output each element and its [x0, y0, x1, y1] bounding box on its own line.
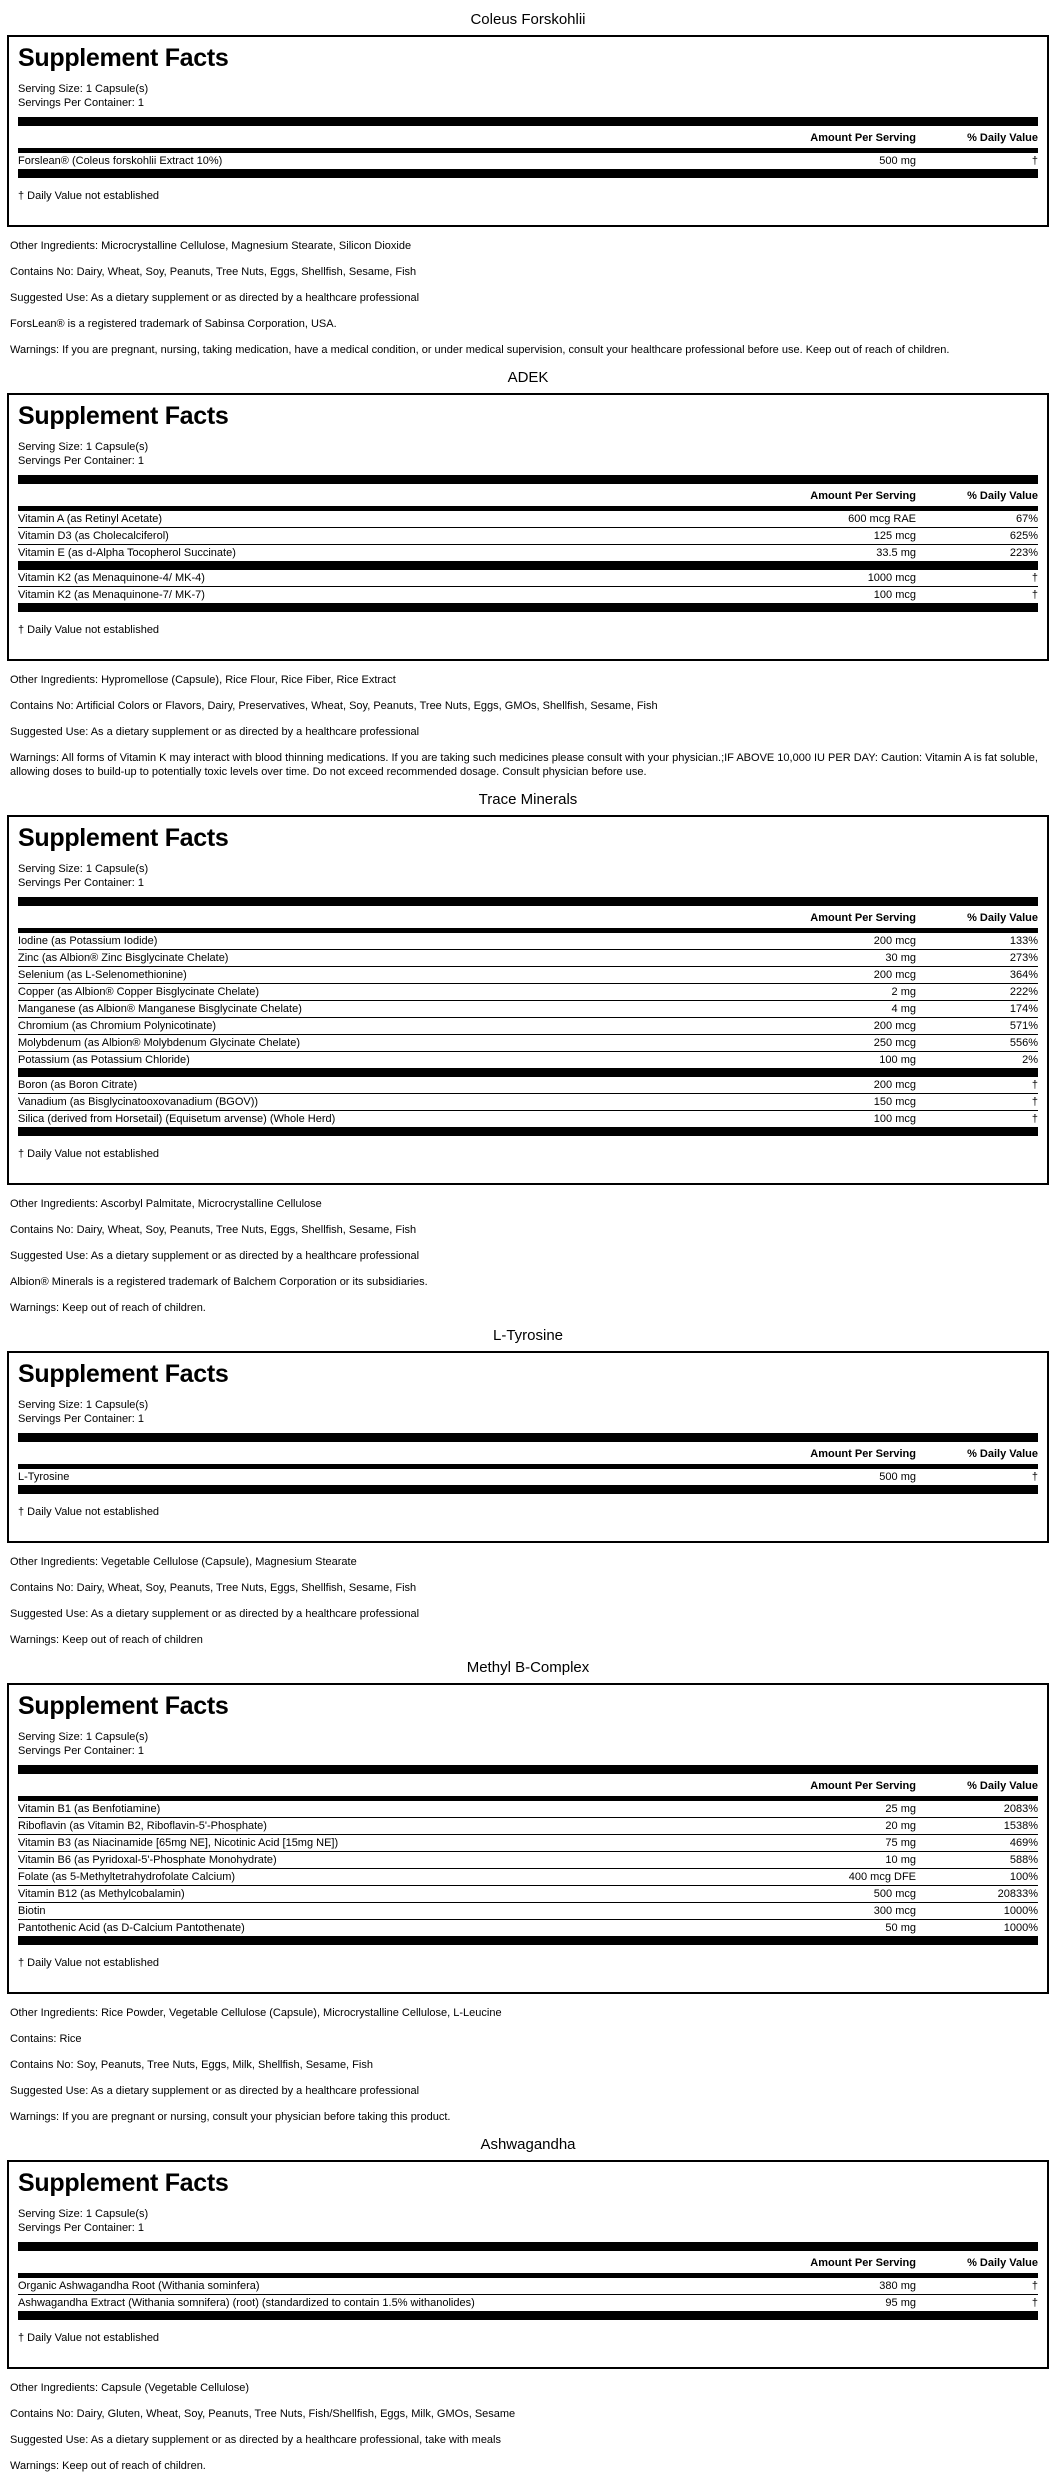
servings-per-container: Servings Per Container: 1 — [18, 1745, 144, 1757]
ingredient-name: Vitamin A (as Retinyl Acetate) — [18, 513, 163, 525]
notes — [10, 2381, 1046, 2473]
ingredient-name: Vitamin D3 (as Cholecalciferol) — [18, 530, 169, 542]
ingredient-amount: 380 mg — [879, 2280, 916, 2292]
ingredient-amount: 500 mg — [879, 1471, 916, 1483]
ingredient-row — [18, 1818, 1038, 1835]
thick-divider-bar — [18, 1485, 1038, 1494]
percent-daily-value-header: % Daily Value — [967, 132, 1038, 144]
product-title: Methyl B-Complex — [466, 1659, 590, 1676]
servings-per-container: Servings Per Container: 1 — [18, 455, 144, 467]
ingredient-name: Vanadium (as Bisglycinatooxovanadium (BGOV)) — [18, 1096, 259, 1108]
notes — [10, 1197, 1046, 1315]
ingredient-groups — [18, 1469, 1038, 1485]
note-line: Contains No: Dairy, Wheat, Soy, Peanuts, Tree Nuts, Eggs, Shellfish, Sesame, Fish — [10, 1582, 417, 1594]
ingredient-amount: 2 mg — [891, 986, 916, 998]
thick-divider-bar — [18, 1127, 1038, 1136]
ingredient-amount: 100 mcg — [873, 1113, 916, 1125]
supplement-facts-heading: Supplement Facts — [18, 1692, 229, 1720]
serving-size: Serving Size: 1 Capsule(s) — [18, 1731, 149, 1743]
ingredient-daily-value: 133% — [1009, 935, 1038, 947]
ingredient-name: Manganese (as Albion® Manganese Bisglycinate Chelate) — [18, 1003, 302, 1015]
ingredient-row — [18, 1903, 1038, 1920]
supplement-facts-panel — [7, 35, 1049, 227]
ingredient-name: Ashwagandha Extract (Withania somnifera) (root) (standardized to contain 1.5% withanolides) — [18, 2297, 475, 2309]
ingredient-name: L-Tyrosine — [18, 1471, 70, 1483]
ingredient-daily-value: † — [1031, 572, 1038, 584]
ingredient-group — [18, 2278, 1038, 2311]
ingredient-groups — [18, 511, 1038, 603]
ingredient-name: Vitamin K2 (as Menaquinone-7/ MK-7) — [18, 589, 205, 601]
ingredient-row — [18, 933, 1038, 950]
ingredient-group — [18, 153, 1038, 169]
ingredient-amount: 50 mg — [885, 1922, 916, 1934]
ingredient-row — [18, 511, 1038, 528]
ingredient-daily-value: 100% — [1009, 1871, 1038, 1883]
column-header-row — [18, 1442, 1038, 1464]
note-line: Warnings: Keep out of reach of children. — [10, 2460, 206, 2472]
ingredient-daily-value: 625% — [1009, 530, 1038, 542]
amount-per-serving-header: Amount Per Serving — [810, 912, 916, 924]
note-line: Contains No: Dairy, Wheat, Soy, Peanuts, Tree Nuts, Eggs, Shellfish, Sesame, Fish — [10, 1224, 417, 1236]
ingredient-groups — [18, 2278, 1038, 2311]
ingredient-group — [18, 1469, 1038, 1485]
ingredient-daily-value: 273% — [1009, 952, 1038, 964]
thick-divider-bar — [18, 603, 1038, 612]
percent-daily-value-header: % Daily Value — [967, 1780, 1038, 1792]
ingredient-name: Vitamin B1 (as Benfotiamine) — [18, 1803, 161, 1815]
serving-size: Serving Size: 1 Capsule(s) — [18, 2208, 149, 2220]
ingredient-daily-value: 174% — [1009, 1003, 1038, 1015]
note-line: Other Ingredients: Capsule (Vegetable Cellulose) — [10, 2382, 250, 2394]
ingredient-daily-value: † — [1031, 2297, 1038, 2309]
supplement-facts-heading: Supplement Facts — [18, 402, 229, 430]
ingredient-amount: 500 mg — [879, 155, 916, 167]
daily-value-footnote: † Daily Value not established — [18, 1506, 160, 1518]
ingredient-daily-value: † — [1031, 155, 1038, 167]
percent-daily-value-header: % Daily Value — [967, 912, 1038, 924]
ingredient-name: Vitamin B3 (as Niacinamide [65mg NE], Nicotinic Acid [15mg NE]) — [18, 1837, 339, 1849]
supplement-facts-heading: Supplement Facts — [18, 1360, 229, 1388]
thick-group-divider-bar — [18, 561, 1038, 570]
ingredient-amount: 75 mg — [885, 1837, 916, 1849]
product-title: ADEK — [507, 369, 549, 386]
thick-divider-bar — [18, 1433, 1038, 1442]
ingredient-amount: 4 mg — [891, 1003, 916, 1015]
ingredient-amount: 200 mcg — [873, 935, 916, 947]
ingredient-daily-value: 1000% — [1003, 1905, 1038, 1917]
note-line: Suggested Use: As a dietary supplement or as directed by a healthcare professional, take with meals — [10, 2434, 501, 2446]
note-line: Warnings: Keep out of reach of children — [10, 1634, 203, 1646]
ingredient-groups — [18, 153, 1038, 169]
ingredient-groups — [18, 1801, 1038, 1936]
ingredient-daily-value: 469% — [1009, 1837, 1038, 1849]
ingredient-daily-value: † — [1031, 2280, 1038, 2292]
notes — [10, 1555, 1046, 1647]
note-line: Suggested Use: As a dietary supplement or as directed by a healthcare professional — [10, 1250, 420, 1262]
ingredient-row — [18, 1111, 1038, 1127]
product-section — [0, 1659, 1056, 2124]
note-line: Warnings: If you are pregnant, nursing, taking medication, have a medical condition, or under medical supervision, consult your healthcare professional before use. Keep out of reach of children. — [10, 344, 950, 356]
thick-divider-bar — [18, 1936, 1038, 1945]
thick-divider-bar — [18, 1765, 1038, 1774]
ingredient-row — [18, 1001, 1038, 1018]
supplement-facts-panel — [7, 393, 1049, 661]
ingredient-name: Silica (derived from Horsetail) (Equisetum arvense) (Whole Herd) — [18, 1113, 336, 1125]
note-line: Contains No: Dairy, Gluten, Wheat, Soy, Peanuts, Tree Nuts, Fish/Shellfish, Eggs, Milk, GMOs, Sesame — [10, 2408, 516, 2420]
product-section — [0, 11, 1056, 357]
ingredient-row — [18, 1018, 1038, 1035]
daily-value-footnote: † Daily Value not established — [18, 1148, 160, 1160]
thick-divider-bar — [18, 2242, 1038, 2251]
note-line: Albion® Minerals is a registered trademark of Balchem Corporation or its subsidiaries. — [10, 1276, 428, 1288]
ingredient-daily-value: † — [1031, 1471, 1038, 1483]
ingredient-row — [18, 2278, 1038, 2295]
ingredient-group — [18, 511, 1038, 561]
serving-size: Serving Size: 1 Capsule(s) — [18, 1399, 149, 1411]
ingredient-amount: 20 mg — [885, 1820, 916, 1832]
ingredient-name: Boron (as Boron Citrate) — [18, 1079, 138, 1091]
ingredient-daily-value: 556% — [1009, 1037, 1038, 1049]
ingredient-group — [18, 1801, 1038, 1936]
ingredient-amount: 300 mcg — [873, 1905, 916, 1917]
ingredient-row — [18, 1886, 1038, 1903]
note-line: ForsLean® is a registered trademark of Sabinsa Corporation, USA. — [10, 318, 337, 330]
ingredient-row — [18, 1077, 1038, 1094]
note-line: Suggested Use: As a dietary supplement or as directed by a healthcare professional — [10, 726, 420, 738]
daily-value-footnote: † Daily Value not established — [18, 1957, 160, 1969]
ingredient-amount: 125 mcg — [873, 530, 916, 542]
ingredient-daily-value: 20833% — [997, 1888, 1038, 1900]
note-line: Other Ingredients: Hypromellose (Capsule), Rice Flour, Rice Fiber, Rice Extract — [10, 674, 396, 686]
ingredient-amount: 500 mcg — [873, 1888, 916, 1900]
ingredient-row — [18, 1835, 1038, 1852]
ingredient-daily-value: † — [1031, 1079, 1038, 1091]
servings-per-container: Servings Per Container: 1 — [18, 877, 144, 889]
thick-group-divider-bar — [18, 1068, 1038, 1077]
supplement-facts-panel — [7, 2160, 1049, 2369]
ingredient-row — [18, 984, 1038, 1001]
note-line: Warnings: Keep out of reach of children. — [10, 1302, 206, 1314]
ingredient-amount: 400 mcg DFE — [848, 1871, 916, 1883]
thick-divider-bar — [18, 2311, 1038, 2320]
ingredient-daily-value: 67% — [1015, 513, 1038, 525]
column-header-row — [18, 1774, 1038, 1796]
column-header-row — [18, 484, 1038, 506]
ingredient-name: Iodine (as Potassium Iodide) — [18, 935, 158, 947]
product-title: Coleus Forskohlii — [470, 11, 586, 28]
note-line: Contains: Rice — [10, 2033, 82, 2045]
ingredient-name: Vitamin B6 (as Pyridoxal-5'-Phosphate Monohydrate) — [18, 1854, 277, 1866]
supplement-facts-heading: Supplement Facts — [18, 2169, 229, 2197]
ingredient-row — [18, 1052, 1038, 1068]
thick-divider-bar — [18, 897, 1038, 906]
ingredient-row — [18, 587, 1038, 603]
ingredient-amount: 150 mcg — [873, 1096, 916, 1108]
ingredient-name: Chromium (as Chromium Polynicotinate) — [18, 1020, 217, 1032]
note-line: Other Ingredients: Ascorbyl Palmitate, Microcrystalline Cellulose — [10, 1198, 322, 1210]
ingredient-amount: 1000 mcg — [867, 572, 916, 584]
serving-size: Serving Size: 1 Capsule(s) — [18, 441, 149, 453]
ingredient-group — [18, 570, 1038, 603]
notes — [10, 673, 1046, 779]
supplement-facts-panel — [7, 1683, 1049, 1994]
ingredient-row — [18, 950, 1038, 967]
note-line: Suggested Use: As a dietary supplement or as directed by a healthcare professional — [10, 292, 420, 304]
ingredient-row — [18, 1869, 1038, 1886]
supplement-facts-panel — [7, 815, 1049, 1185]
supplement-facts-heading: Supplement Facts — [18, 824, 229, 852]
ingredient-row — [18, 1469, 1038, 1485]
ingredient-name: Vitamin B12 (as Methylcobalamin) — [18, 1888, 185, 1900]
ingredient-name: Zinc (as Albion® Zinc Bisglycinate Chelate) — [18, 952, 229, 964]
ingredient-name: Copper (as Albion® Copper Bisglycinate Chelate) — [18, 986, 260, 998]
ingredient-daily-value: 2% — [1022, 1054, 1038, 1066]
product-title: Trace Minerals — [478, 791, 578, 808]
ingredient-group — [18, 1077, 1038, 1127]
ingredient-name: Molybdenum (as Albion® Molybdenum Glycinate Chelate) — [18, 1037, 301, 1049]
percent-daily-value-header: % Daily Value — [967, 1448, 1038, 1460]
note-line: Suggested Use: As a dietary supplement or as directed by a healthcare professional — [10, 2085, 420, 2097]
percent-daily-value-header: % Daily Value — [967, 490, 1038, 502]
ingredient-amount: 100 mg — [879, 1054, 916, 1066]
ingredient-name: Folate (as 5-Methyltetrahydrofolate Calcium) — [18, 1871, 236, 1883]
ingredient-amount: 10 mg — [885, 1854, 916, 1866]
ingredient-amount: 30 mg — [885, 952, 916, 964]
serving-size: Serving Size: 1 Capsule(s) — [18, 863, 149, 875]
ingredient-row — [18, 1920, 1038, 1936]
ingredient-daily-value: 1000% — [1003, 1922, 1038, 1934]
ingredient-amount: 95 mg — [885, 2297, 916, 2309]
thick-divider-bar — [18, 169, 1038, 178]
ingredient-daily-value: 571% — [1009, 1020, 1038, 1032]
note-line: Other Ingredients: Rice Powder, Vegetable Cellulose (Capsule), Microcrystalline Cellulose, L-Leucine — [10, 2007, 502, 2019]
note-line: Warnings: If you are pregnant or nursing, consult your physician before taking this product. — [10, 2111, 451, 2123]
ingredient-amount: 25 mg — [885, 1803, 916, 1815]
product-section — [0, 1327, 1056, 1647]
ingredient-name: Vitamin E (as d-Alpha Tocopherol Succinate) — [18, 547, 236, 559]
ingredient-daily-value: 364% — [1009, 969, 1038, 981]
ingredient-groups — [18, 933, 1038, 1127]
ingredient-name: Organic Ashwagandha Root (Withania sominfera) — [18, 2280, 260, 2292]
ingredient-amount: 200 mcg — [873, 1079, 916, 1091]
note-line: Contains No: Soy, Peanuts, Tree Nuts, Eggs, Milk, Shellfish, Sesame, Fish — [10, 2059, 373, 2071]
amount-per-serving-header: Amount Per Serving — [810, 1780, 916, 1792]
column-header-row — [18, 2251, 1038, 2273]
ingredient-daily-value: 588% — [1009, 1854, 1038, 1866]
ingredient-row — [18, 2295, 1038, 2311]
note-line: Warnings: All forms of Vitamin K may interact with blood thinning medications. If you are taking such medicines please consult with your physician.;IF ABOVE 10,000 IU PER DAY: Caution: Vitamin A is fat soluble, allowing doses to build-up to potentially toxic levels over time. Do not exceed recommended dosage. Consult physician before use. — [10, 752, 1038, 778]
note-line: Other Ingredients: Vegetable Cellulose (Capsule), Magnesium Stearate — [10, 1556, 357, 1568]
notes — [10, 2006, 1046, 2124]
amount-per-serving-header: Amount Per Serving — [810, 2257, 916, 2269]
ingredient-row — [18, 1852, 1038, 1869]
serving-size: Serving Size: 1 Capsule(s) — [18, 83, 149, 95]
product-section — [0, 2136, 1056, 2473]
ingredient-row — [18, 1094, 1038, 1111]
ingredient-daily-value: † — [1031, 1096, 1038, 1108]
servings-per-container: Servings Per Container: 1 — [18, 97, 144, 109]
ingredient-row — [18, 153, 1038, 169]
ingredient-amount: 100 mcg — [873, 589, 916, 601]
column-header-row — [18, 906, 1038, 928]
thick-divider-bar — [18, 475, 1038, 484]
daily-value-footnote: † Daily Value not established — [18, 2332, 160, 2344]
servings-per-container: Servings Per Container: 1 — [18, 2222, 144, 2234]
ingredient-name: Forslean® (Coleus forskohlii Extract 10%) — [18, 155, 223, 167]
ingredient-amount: 33.5 mg — [876, 547, 916, 559]
ingredient-name: Riboflavin (as Vitamin B2, Riboflavin-5'-Phosphate) — [18, 1820, 267, 1832]
ingredient-row — [18, 1035, 1038, 1052]
product-title: Ashwagandha — [480, 2136, 576, 2153]
product-section — [0, 369, 1056, 779]
ingredient-row — [18, 570, 1038, 587]
ingredient-name: Selenium (as L-Selenomethionine) — [18, 969, 187, 981]
ingredient-amount: 600 mcg RAE — [848, 513, 916, 525]
ingredient-row — [18, 967, 1038, 984]
daily-value-footnote: † Daily Value not established — [18, 190, 160, 202]
note-line: Contains No: Artificial Colors or Flavors, Dairy, Preservatives, Wheat, Soy, Peanuts, Tree Nuts, Eggs, GMOs, Shellfish, Sesame, Fish — [10, 700, 658, 712]
daily-value-footnote: † Daily Value not established — [18, 624, 160, 636]
supplement-facts-panel — [7, 1351, 1049, 1543]
column-header-row — [18, 126, 1038, 148]
percent-daily-value-header: % Daily Value — [967, 2257, 1038, 2269]
servings-per-container: Servings Per Container: 1 — [18, 1413, 144, 1425]
ingredient-row — [18, 528, 1038, 545]
ingredient-daily-value: † — [1031, 1113, 1038, 1125]
ingredient-daily-value: † — [1031, 589, 1038, 601]
amount-per-serving-header: Amount Per Serving — [810, 490, 916, 502]
notes — [10, 239, 1046, 357]
note-line: Other Ingredients: Microcrystalline Cellulose, Magnesium Stearate, Silicon Dioxide — [10, 240, 412, 252]
ingredient-name: Biotin — [18, 1905, 46, 1917]
ingredient-amount: 200 mcg — [873, 969, 916, 981]
ingredient-name: Potassium (as Potassium Chloride) — [18, 1054, 190, 1066]
ingredient-daily-value: 223% — [1009, 547, 1038, 559]
ingredient-amount: 200 mcg — [873, 1020, 916, 1032]
note-line: Suggested Use: As a dietary supplement or as directed by a healthcare professional — [10, 1608, 420, 1620]
amount-per-serving-header: Amount Per Serving — [810, 1448, 916, 1460]
ingredient-row — [18, 1801, 1038, 1818]
ingredient-amount: 250 mcg — [873, 1037, 916, 1049]
ingredient-name: Pantothenic Acid (as D-Calcium Pantothenate) — [18, 1922, 245, 1934]
product-section — [0, 791, 1056, 1315]
thick-divider-bar — [18, 117, 1038, 126]
supplement-facts-heading: Supplement Facts — [18, 44, 229, 72]
supplement-labels-page — [0, 11, 1056, 2473]
amount-per-serving-header: Amount Per Serving — [810, 132, 916, 144]
product-title: L-Tyrosine — [492, 1327, 564, 1344]
ingredient-row — [18, 545, 1038, 561]
ingredient-daily-value: 222% — [1009, 986, 1038, 998]
ingredient-group — [18, 933, 1038, 1068]
ingredient-daily-value: 2083% — [1003, 1803, 1038, 1815]
ingredient-name: Vitamin K2 (as Menaquinone-4/ MK-4) — [18, 572, 205, 584]
ingredient-daily-value: 1538% — [1003, 1820, 1038, 1832]
note-line: Contains No: Dairy, Wheat, Soy, Peanuts, Tree Nuts, Eggs, Shellfish, Sesame, Fish — [10, 266, 417, 278]
